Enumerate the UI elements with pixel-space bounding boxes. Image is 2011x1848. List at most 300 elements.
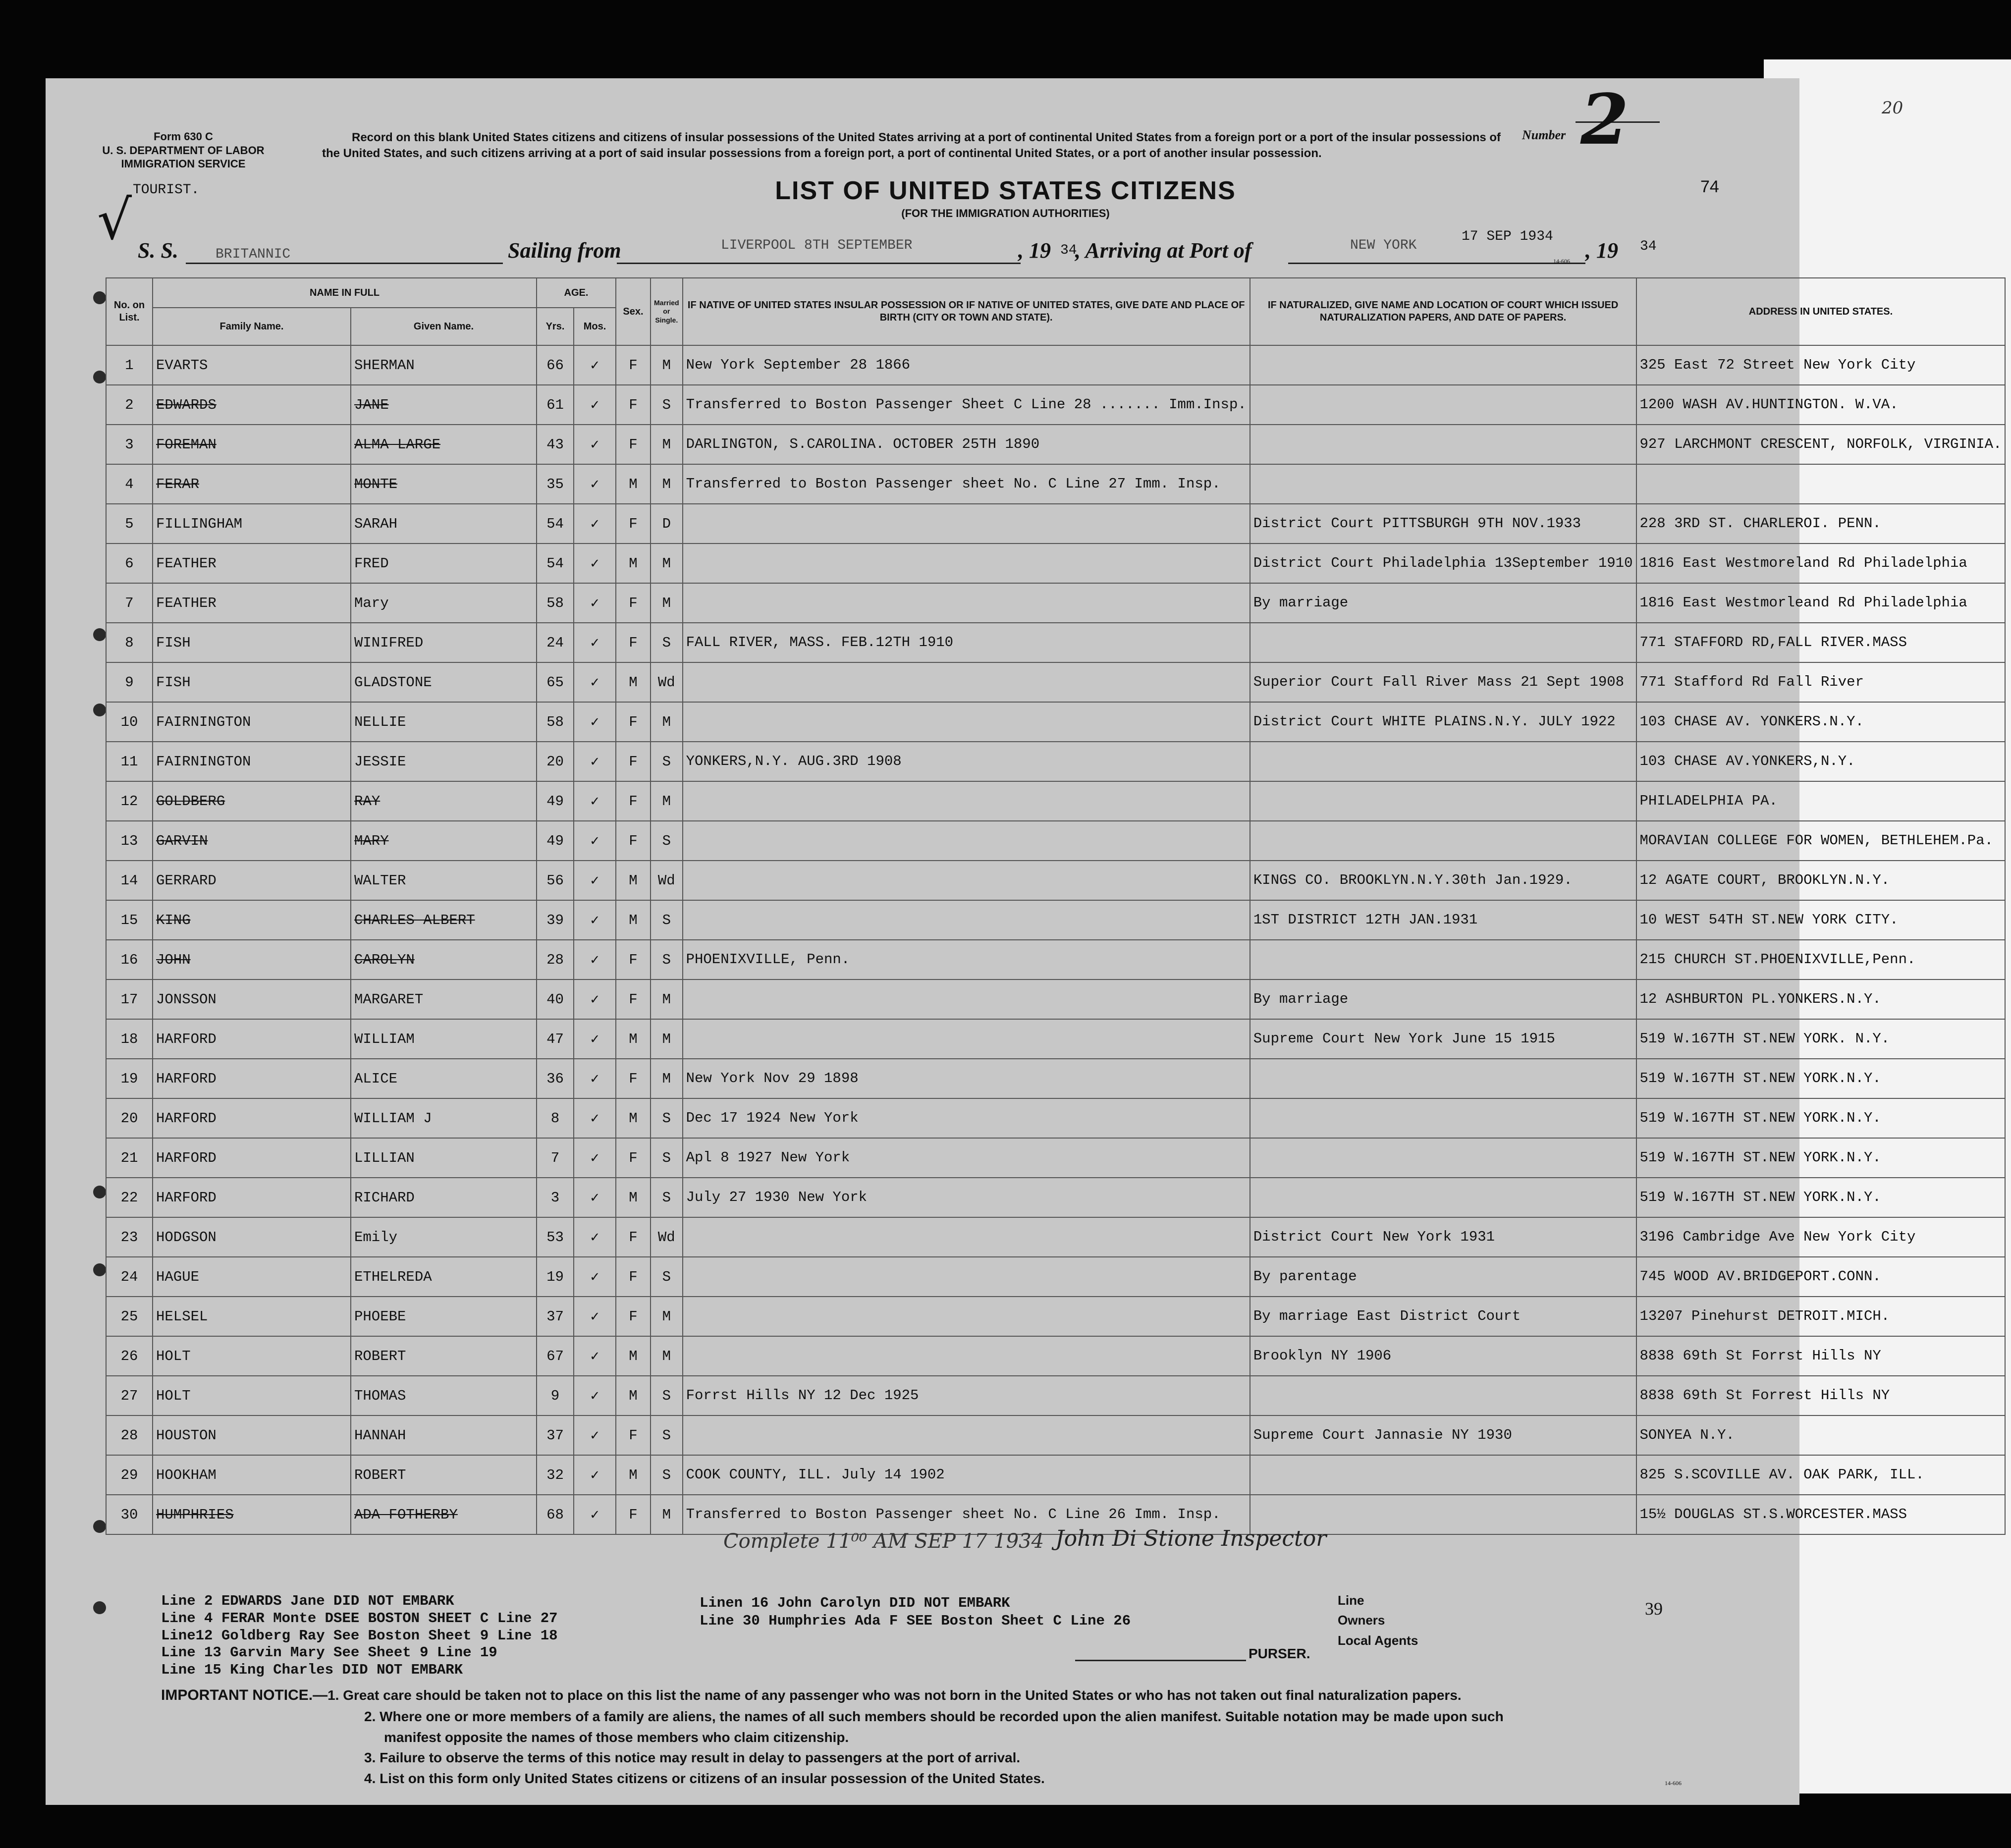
cell-ms: S — [651, 1257, 683, 1297]
cell-given: WILLIAM — [351, 1019, 537, 1059]
purser-label: PURSER. — [1249, 1646, 1310, 1661]
record-instructions: Record on this blank United States citizens and citizens of insular possessions of the United States arriving at a port of continental United States from a foreign port or a port of the insular possessions of the United States, and such citizens arriving at a port of said insular possessions from a foreign port, a port of continental United States, or a port of another insular possession. — [322, 131, 1501, 161]
note-line: Line 2 EDWARDS Jane DID NOT EMBARK — [161, 1593, 454, 1609]
cell-sex: F — [616, 1138, 651, 1178]
table-row — [106, 1138, 2005, 1178]
cell-mos: ✓ — [574, 1376, 616, 1415]
cell-no: 4 — [106, 464, 153, 504]
col-naturalized: IF NATURALIZED, GIVE NAME AND LOCATION OF COURT WHICH ISSUED NATURALIZATION PAPERS, AND DATE OF PAPERS. — [1250, 278, 1636, 345]
cell-sex: F — [616, 979, 651, 1019]
cell-ms: S — [651, 900, 683, 940]
cell-yrs: 24 — [537, 623, 574, 662]
cell-yrs: 20 — [537, 742, 574, 781]
cell-sex: F — [616, 781, 651, 821]
cell-yrs: 49 — [537, 781, 574, 821]
cell-yrs: 37 — [537, 1415, 574, 1455]
cell-given: PHOEBE — [351, 1297, 537, 1336]
cell-no: 28 — [106, 1415, 153, 1455]
cell-given: ALICE — [351, 1059, 537, 1098]
cell-no: 18 — [106, 1019, 153, 1059]
cell-birth — [683, 1297, 1250, 1336]
cell-given: GLADSTONE — [351, 662, 537, 702]
cell-family: FAIRNINGTON — [153, 702, 351, 742]
cell-ms: M — [651, 1059, 683, 1098]
table-row — [106, 544, 2005, 583]
cell-mos: ✓ — [574, 979, 616, 1019]
cell-ms: S — [651, 1376, 683, 1415]
cell-mos: ✓ — [574, 1059, 616, 1098]
table-row — [106, 742, 2005, 781]
cell-given: MARY — [351, 821, 537, 861]
cell-birth: Forrst Hills NY 12 Dec 1925 — [683, 1376, 1250, 1415]
cell-sex: F — [616, 1257, 651, 1297]
service: IMMIGRATION SERVICE — [121, 158, 246, 170]
notice-item: 3. Failure to observe the terms of this notice may result in delay to passengers at the port of arrival. — [364, 1750, 1021, 1766]
cell-yrs: 56 — [537, 861, 574, 900]
cell-birth — [683, 504, 1250, 544]
cell-nat — [1250, 940, 1636, 979]
sailing-underline — [617, 263, 1021, 264]
cell-mos: ✓ — [574, 1098, 616, 1138]
cell-yrs: 35 — [537, 464, 574, 504]
cell-mos: ✓ — [574, 1178, 616, 1217]
notice-item: manifest opposite the names of those members who claim citizenship. — [384, 1729, 849, 1745]
cell-birth — [683, 1415, 1250, 1455]
page-number: 74 — [1700, 177, 1719, 196]
cell-sex: M — [616, 1376, 651, 1415]
cell-family: FEATHER — [153, 583, 351, 623]
cell-birth — [683, 1336, 1250, 1376]
col-sex: Sex. — [616, 278, 651, 345]
table-row — [106, 1019, 2005, 1059]
cell-ms: S — [651, 1098, 683, 1138]
table-row — [106, 1455, 2005, 1495]
cell-no: 2 — [106, 385, 153, 425]
cell-mos: ✓ — [574, 1257, 616, 1297]
cell-nat: District Court New York 1931 — [1250, 1217, 1636, 1257]
cell-given: CHARLES ALBERT — [351, 900, 537, 940]
cell-addr: 771 STAFFORD RD,FALL RIVER.MASS — [1636, 623, 2006, 662]
cell-addr: 325 East 72 Street New York City — [1636, 345, 2006, 385]
punch-hole — [93, 371, 106, 383]
cell-sex: F — [616, 702, 651, 742]
cell-given: NELLIE — [351, 702, 537, 742]
table-row — [106, 1178, 2005, 1217]
cell-nat: By marriage — [1250, 583, 1636, 623]
arrival-year: 34 — [1640, 239, 1657, 254]
cell-nat — [1250, 623, 1636, 662]
cell-family: JONSSON — [153, 979, 351, 1019]
cell-ms: S — [651, 1178, 683, 1217]
cell-mos: ✓ — [574, 861, 616, 900]
cell-birth: Transferred to Boston Passenger Sheet C Line 28 ....... Imm.Insp. — [683, 385, 1250, 425]
cell-family: GARVIN — [153, 821, 351, 861]
cell-ms: M — [651, 1336, 683, 1376]
cell-birth: Dec 17 1924 New York — [683, 1098, 1250, 1138]
col-name: NAME IN FULL — [153, 278, 537, 308]
table-row — [106, 1217, 2005, 1257]
table-row — [106, 1336, 2005, 1376]
cell-addr: 745 WOOD AV.BRIDGEPORT.CONN. — [1636, 1257, 2006, 1297]
cell-given: ETHELREDA — [351, 1257, 537, 1297]
important-notice — [161, 1685, 1746, 1789]
cell-family: HARFORD — [153, 1059, 351, 1098]
cell-sex: M — [616, 1455, 651, 1495]
col-married: Married or Single. — [651, 278, 683, 345]
table-row — [106, 1059, 2005, 1098]
cell-nat — [1250, 1455, 1636, 1495]
cell-ms: Wd — [651, 662, 683, 702]
cell-given: RAY — [351, 781, 537, 821]
cell-yrs: 8 — [537, 1098, 574, 1138]
cell-no: 12 — [106, 781, 153, 821]
cell-yrs: 53 — [537, 1217, 574, 1257]
cell-no: 30 — [106, 1495, 153, 1534]
cell-birth: New York September 28 1866 — [683, 345, 1250, 385]
cell-sex: F — [616, 504, 651, 544]
owners-label: Owners — [1338, 1613, 1385, 1628]
cell-sex: M — [616, 544, 651, 583]
cell-no: 25 — [106, 1297, 153, 1336]
table-row — [106, 702, 2005, 742]
cell-family: FEATHER — [153, 544, 351, 583]
form-id — [102, 130, 265, 171]
cell-ms: M — [651, 464, 683, 504]
cell-no: 19 — [106, 1059, 153, 1098]
cell-given: WALTER — [351, 861, 537, 900]
purser-underline — [1075, 1660, 1246, 1661]
cell-sex: F — [616, 345, 651, 385]
cell-birth: PHOENIXVILLE, Penn. — [683, 940, 1250, 979]
cell-sex: F — [616, 1217, 651, 1257]
cell-no: 21 — [106, 1138, 153, 1178]
cell-nat: Superior Court Fall River Mass 21 Sept 1908 — [1250, 662, 1636, 702]
cell-family: HOLT — [153, 1336, 351, 1376]
cell-mos: ✓ — [574, 1455, 616, 1495]
punch-hole — [93, 1186, 106, 1198]
cell-yrs: 3 — [537, 1178, 574, 1217]
cell-ms: M — [651, 425, 683, 464]
form-number: Form 630 C — [154, 130, 213, 143]
cell-no: 1 — [106, 345, 153, 385]
cell-family: EVARTS — [153, 345, 351, 385]
cell-mos: ✓ — [574, 1217, 616, 1257]
cell-nat — [1250, 1098, 1636, 1138]
cell-ms: S — [651, 1415, 683, 1455]
cell-birth — [683, 583, 1250, 623]
cell-family: HAGUE — [153, 1257, 351, 1297]
cell-family: GERRARD — [153, 861, 351, 900]
cell-addr: PHILADELPHIA PA. — [1636, 781, 2006, 821]
page-title: LIST OF UNITED STATES CITIZENS — [775, 176, 1236, 205]
cell-addr: 215 CHURCH ST.PHOENIXVILLE,Penn. — [1636, 940, 2006, 979]
cell-no: 3 — [106, 425, 153, 464]
cell-given: RICHARD — [351, 1178, 537, 1217]
cell-ms: M — [651, 583, 683, 623]
cell-no: 9 — [106, 662, 153, 702]
cell-given: JANE — [351, 385, 537, 425]
cell-mos: ✓ — [574, 464, 616, 504]
cell-birth — [683, 979, 1250, 1019]
cell-sex: F — [616, 1495, 651, 1534]
cell-given: CAROLYN — [351, 940, 537, 979]
cell-given: ALMA LARGE — [351, 425, 537, 464]
punch-hole — [93, 628, 106, 641]
table-row — [106, 583, 2005, 623]
cell-given: FRED — [351, 544, 537, 583]
table-row — [106, 385, 2005, 425]
cell-addr: 8838 69th St Forrst Hills NY — [1636, 1336, 2006, 1376]
cell-no: 6 — [106, 544, 153, 583]
cell-given: Emily — [351, 1217, 537, 1257]
punch-hole — [93, 1601, 106, 1614]
cell-no: 8 — [106, 623, 153, 662]
cell-nat — [1250, 425, 1636, 464]
table-row — [106, 464, 2005, 504]
cell-birth: YONKERS,N.Y. AUG.3RD 1908 — [683, 742, 1250, 781]
cell-sex: F — [616, 1297, 651, 1336]
cell-addr: 519 W.167TH ST.NEW YORK.N.Y. — [1636, 1178, 2006, 1217]
table-row — [106, 781, 2005, 821]
punch-hole — [93, 1263, 106, 1276]
cell-birth: COOK COUNTY, ILL. July 14 1902 — [683, 1455, 1250, 1495]
cell-birth: DARLINGTON, S.CAROLINA. OCTOBER 25TH 1890 — [683, 425, 1250, 464]
cell-addr: 927 LARCHMONT CRESCENT, NORFOLK, VIRGINIA. — [1636, 425, 2006, 464]
cell-addr: 103 CHASE AV. YONKERS.N.Y. — [1636, 702, 2006, 742]
cell-yrs: 61 — [537, 385, 574, 425]
col-mos: Mos. — [574, 308, 616, 345]
cell-no: 13 — [106, 821, 153, 861]
cell-sex: M — [616, 1336, 651, 1376]
number-value: 2 — [1580, 79, 1629, 161]
cell-given: WINIFRED — [351, 623, 537, 662]
cell-ms: S — [651, 940, 683, 979]
cell-mos: ✓ — [574, 1336, 616, 1376]
cell-nat: By marriage — [1250, 979, 1636, 1019]
cell-sex: M — [616, 1019, 651, 1059]
cell-yrs: 54 — [537, 504, 574, 544]
cell-yrs: 40 — [537, 979, 574, 1019]
table-row — [106, 821, 2005, 861]
cell-sex: F — [616, 583, 651, 623]
note-line: Line 15 King Charles DID NOT EMBARK — [161, 1662, 463, 1679]
cell-addr: 8838 69th St Forrest Hills NY — [1636, 1376, 2006, 1415]
cell-yrs: 65 — [537, 662, 574, 702]
cell-given: ROBERT — [351, 1455, 537, 1495]
cell-ms: M — [651, 1495, 683, 1534]
footer-code: 14-606 — [1665, 1780, 1682, 1787]
cell-nat — [1250, 1138, 1636, 1178]
cell-no: 22 — [106, 1178, 153, 1217]
department: U. S. DEPARTMENT OF LABOR — [102, 144, 265, 157]
cell-nat — [1250, 1178, 1636, 1217]
cell-mos: ✓ — [574, 900, 616, 940]
cell-addr: 1816 East Westmorleand Rd Philadelphia — [1636, 583, 2006, 623]
table-row — [106, 900, 2005, 940]
page-subtitle: (FOR THE IMMIGRATION AUTHORITIES) — [901, 207, 1110, 219]
cell-mos: ✓ — [574, 662, 616, 702]
cell-yrs: 28 — [537, 940, 574, 979]
cell-birth: July 27 1930 New York — [683, 1178, 1250, 1217]
cell-yrs: 58 — [537, 702, 574, 742]
cell-mos: ✓ — [574, 583, 616, 623]
cell-ms: S — [651, 623, 683, 662]
cell-yrs: 19 — [537, 1257, 574, 1297]
cell-ms: S — [651, 1455, 683, 1495]
cell-yrs: 67 — [537, 1336, 574, 1376]
cell-given: MONTE — [351, 464, 537, 504]
agent-labels — [1338, 1590, 1418, 1650]
cell-yrs: 47 — [537, 1019, 574, 1059]
cell-yrs: 66 — [537, 345, 574, 385]
cell-family: HARFORD — [153, 1098, 351, 1138]
col-yrs: Yrs. — [537, 308, 574, 345]
cell-nat: Supreme Court Jannasie NY 1930 — [1250, 1415, 1636, 1455]
cell-family: JOHN — [153, 940, 351, 979]
cell-birth — [683, 900, 1250, 940]
cell-ms: M — [651, 1297, 683, 1336]
cell-no: 7 — [106, 583, 153, 623]
cell-birth: Apl 8 1927 New York — [683, 1138, 1250, 1178]
cell-sex: M — [616, 1178, 651, 1217]
cell-yrs: 58 — [537, 583, 574, 623]
cell-mos: ✓ — [574, 504, 616, 544]
cell-yrs: 9 — [537, 1376, 574, 1415]
cell-yrs: 32 — [537, 1455, 574, 1495]
cell-mos: ✓ — [574, 1138, 616, 1178]
col-address: ADDRESS IN UNITED STATES. — [1636, 278, 2006, 345]
cell-sex: F — [616, 742, 651, 781]
cell-family: FILLINGHAM — [153, 504, 351, 544]
cell-no: 23 — [106, 1217, 153, 1257]
cell-sex: F — [616, 623, 651, 662]
notes-right — [700, 1594, 1131, 1631]
cell-nat: District Court PITTSBURGH 9TH NOV.1933 — [1250, 504, 1636, 544]
cell-addr: 519 W.167TH ST.NEW YORK.N.Y. — [1636, 1098, 2006, 1138]
cell-ms: M — [651, 702, 683, 742]
cell-given: SHERMAN — [351, 345, 537, 385]
cell-sex: F — [616, 1415, 651, 1455]
cell-birth — [683, 662, 1250, 702]
cell-addr — [1636, 464, 2006, 504]
cell-ms: M — [651, 979, 683, 1019]
cell-family: KING — [153, 900, 351, 940]
cell-mos: ✓ — [574, 1297, 616, 1336]
cell-nat: By marriage East District Court — [1250, 1297, 1636, 1336]
cell-nat: 1ST DISTRICT 12TH JAN.1931 — [1250, 900, 1636, 940]
number-label: Number — [1522, 128, 1566, 142]
cell-given: ADA FOTHERBY — [351, 1495, 537, 1534]
notice-item: 1. Great care should be taken not to place on this list the name of any passenger who was not born in the United States or who has not taken out final naturalization papers. — [327, 1687, 1462, 1703]
notice-item: 2. Where one or more members of a family are aliens, the names of all such members should be recorded upon the alien manifest. Suitable notation may be made upon such — [364, 1709, 1504, 1725]
cell-mos: ✓ — [574, 1495, 616, 1534]
cell-nat: Brooklyn NY 1906 — [1250, 1336, 1636, 1376]
col-given: Given Name. — [351, 308, 537, 345]
cell-yrs: 49 — [537, 821, 574, 861]
cell-addr: 228 3RD ST. CHARLEROI. PENN. — [1636, 504, 2006, 544]
table-row — [106, 425, 2005, 464]
agents-label: Local Agents — [1338, 1632, 1418, 1648]
cell-addr: 15½ DOUGLAS ST.S.WORCESTER.MASS — [1636, 1495, 2006, 1534]
col-family: Family Name. — [153, 308, 351, 345]
cell-birth — [683, 1257, 1250, 1297]
cell-addr: 12 ASHBURTON PL.YONKERS.N.Y. — [1636, 979, 2006, 1019]
cell-nat — [1250, 464, 1636, 504]
table-row — [106, 979, 2005, 1019]
cell-given: THOMAS — [351, 1376, 537, 1415]
cell-no: 27 — [106, 1376, 153, 1415]
cell-nat: KINGS CO. BROOKLYN.N.Y.30th Jan.1929. — [1250, 861, 1636, 900]
table-row — [106, 1297, 2005, 1336]
cell-family: HOLT — [153, 1376, 351, 1415]
cell-addr: 12 AGATE COURT, BROOKLYN.N.Y. — [1636, 861, 2006, 900]
note-line: Line12 Goldberg Ray See Boston Sheet 9 Line 18 — [161, 1627, 558, 1644]
sailing-year-prefix: , 19 — [1018, 238, 1051, 263]
cell-mos: ✓ — [574, 544, 616, 583]
cell-given: JESSIE — [351, 742, 537, 781]
cell-ms: M — [651, 1019, 683, 1059]
cell-given: MARGARET — [351, 979, 537, 1019]
cell-family: HOUSTON — [153, 1415, 351, 1455]
cell-family: HODGSON — [153, 1217, 351, 1257]
cell-nat — [1250, 742, 1636, 781]
cell-yrs: 37 — [537, 1297, 574, 1336]
cell-no: 11 — [106, 742, 153, 781]
cell-family: HOOKHAM — [153, 1455, 351, 1495]
cell-birth: Transferred to Boston Passenger sheet No. C Line 27 Imm. Insp. — [683, 464, 1250, 504]
cell-nat — [1250, 1376, 1636, 1415]
cell-sex: M — [616, 662, 651, 702]
cell-no: 20 — [106, 1098, 153, 1138]
cell-ms: M — [651, 345, 683, 385]
cell-birth — [683, 1019, 1250, 1059]
printer-note: 14-606 — [1553, 258, 1570, 265]
arriving-label: , Arriving at Port of — [1075, 238, 1252, 263]
cell-mos: ✓ — [574, 345, 616, 385]
cell-ms: M — [651, 544, 683, 583]
cell-mos: ✓ — [574, 742, 616, 781]
cell-mos: ✓ — [574, 781, 616, 821]
cell-yrs: 36 — [537, 1059, 574, 1098]
cell-yrs: 43 — [537, 425, 574, 464]
arrival-port: NEW YORK — [1350, 238, 1417, 253]
cell-ms: S — [651, 385, 683, 425]
cell-birth — [683, 702, 1250, 742]
sailing-from: LIVERPOOL 8TH SEPTEMBER — [721, 238, 913, 253]
line-label: Line — [1338, 1593, 1364, 1608]
cell-mos: ✓ — [574, 1415, 616, 1455]
port-underline — [1288, 263, 1585, 264]
col-age: AGE. — [537, 278, 616, 308]
cell-sex: M — [616, 900, 651, 940]
cell-mos: ✓ — [574, 821, 616, 861]
cell-birth: FALL RIVER, MASS. FEB.12TH 1910 — [683, 623, 1250, 662]
cell-nat — [1250, 1059, 1636, 1098]
cell-mos: ✓ — [574, 1019, 616, 1059]
cell-birth — [683, 821, 1250, 861]
cell-given: SARAH — [351, 504, 537, 544]
cell-mos: ✓ — [574, 623, 616, 662]
notes-left — [161, 1593, 558, 1679]
cell-addr: 103 CHASE AV.YONKERS,N.Y. — [1636, 742, 2006, 781]
cell-given: ROBERT — [351, 1336, 537, 1376]
cell-no: 5 — [106, 504, 153, 544]
cell-mos: ✓ — [574, 702, 616, 742]
cell-family: HARFORD — [153, 1178, 351, 1217]
cell-nat: District Court WHITE PLAINS.N.Y. JULY 1922 — [1250, 702, 1636, 742]
table-row — [106, 940, 2005, 979]
cell-addr: 519 W.167TH ST.NEW YORK.N.Y. — [1636, 1138, 2006, 1178]
